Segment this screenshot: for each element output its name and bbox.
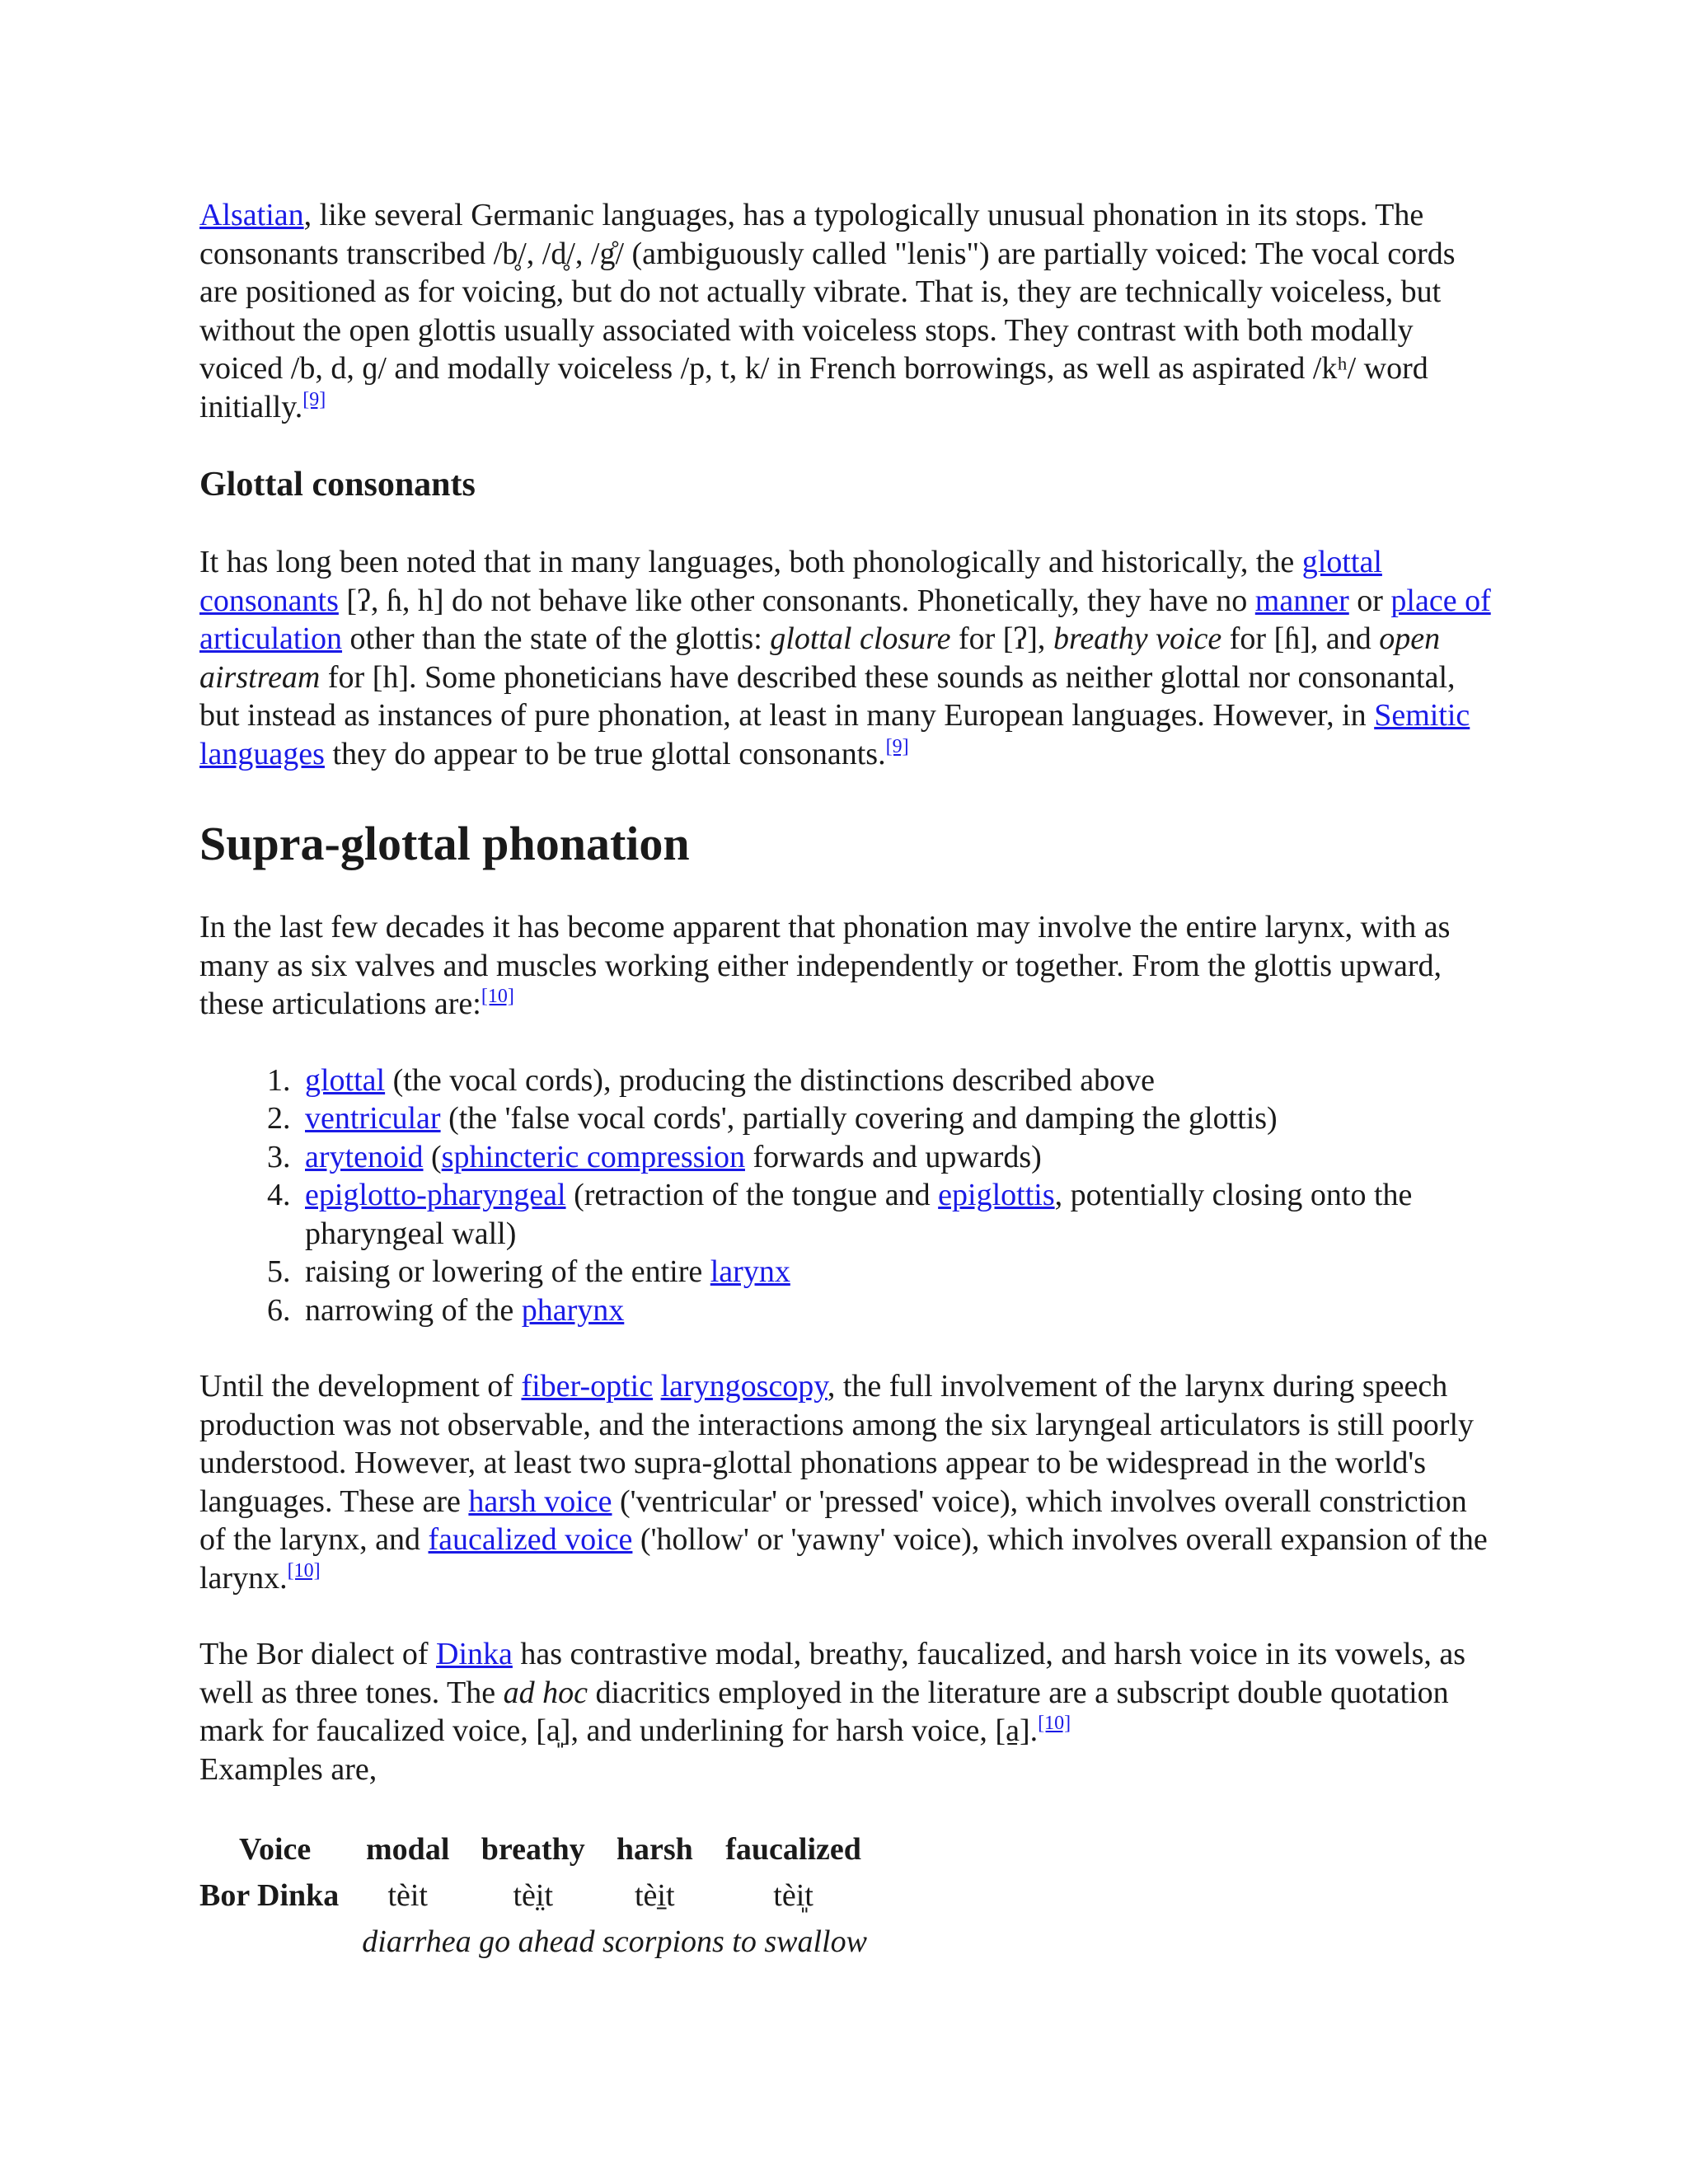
paragraph-glottal-consonants: It has long been noted that in many languages, both phonologically and historically, the glottal consonants [ʔ, ɦ, h] do not behave like other consonants. Phonetically, they have no manner or place of articulation other than the state of the glottis: glottal closure for [ʔ], breathy voice for [ɦ], and open airstream for [h]. Some phoneticians have described these sounds as neither glottal nor consonantal, but instead as instances of pure phonation, at least in many European languages. However, in Semitic languages they do appear to be true glottal consonants.[9] xyxy=(199,545,1491,771)
reference-link[interactable]: [9] xyxy=(885,735,909,757)
table-cell: tèit xyxy=(387,1877,428,1913)
list-item: 3. arytenoid (sphincteric compression forwards and upwards) xyxy=(298,1138,1493,1177)
reference-link[interactable]: [10] xyxy=(481,986,514,1007)
paragraph-laryngoscopy: Until the development of fiber-optic laryngoscopy, the full involvement of the larynx during speech production was not observable, and the interactions among the six laryngeal articulators is still poorly understood. However, at least two supra-glottal phonations appear to be widespread in the world's languages. These are harsh voice ('ventricular' or 'pressed' voice), which involves overall constriction of the larynx, and faucalized voice ('hollow' or 'yawny' voice), which involves overall expansion of the larynx.[10] xyxy=(199,1369,1488,1596)
paragraph-supra-glottal-intro: In the last few decades it has become apparent that phonation may involve the entire larynx, with as many as six valves and muscles working either independently or together. From the glottis upward, these articulations are:[10] xyxy=(199,910,1451,1021)
link-arytenoid[interactable]: arytenoid xyxy=(305,1139,424,1174)
link-epiglottis[interactable]: epiglottis xyxy=(938,1178,1055,1212)
paragraph-text: , like several Germanic languages, has a typologically unusual phonation in its stops. The consonants transcribed /b̥/, /d̥/, /g̊/ (ambiguously called "lenis") are partially voiced: The vocal cords are positioned as for voicing, but do not actually vibrate. That is, they are technically voiceless, but without the open glottis usually associated with voiceless stops. They contrast with both modally voiced /b, d, ɡ/ and modally voiceless /p, t, k/ in French borrowings, as well as aspirated /kʰ/ word initially. xyxy=(199,198,1456,424)
paragraph-bor-dinka: The Bor dialect of Dinka has contrastive modal, breathy, faucalized, and harsh voice in its vowels, as well as three tones. The ad hoc diacritics employed in the literature are a subscript double quotation mark for faucalized voice, [a͈], and underlining for harsh voice, [a̠].[10] Examples are, xyxy=(199,1637,1466,1787)
link-glottal-consonants[interactable]: glottal consonants xyxy=(199,545,1382,618)
link-harsh-voice[interactable]: harsh voice xyxy=(468,1483,612,1519)
link-faucalized-voice[interactable]: faucalized voice xyxy=(428,1522,633,1557)
link-alsatian[interactable]: Alsatian xyxy=(199,198,304,232)
table-header: harsh xyxy=(616,1831,693,1867)
table-header: modal xyxy=(366,1831,450,1867)
reference-link[interactable]: [10] xyxy=(287,1559,321,1582)
link-pharynx[interactable]: pharynx xyxy=(521,1292,625,1328)
link-ventricular[interactable]: ventricular xyxy=(305,1101,441,1136)
list-item: 2. ventricular (the 'false vocal cords', partially covering and damping the glottis) xyxy=(298,1099,1493,1138)
table-gloss: diarrhea go ahead scorpions to swallow xyxy=(362,1924,867,1959)
heading-supra-glottal-phonation: Supra-glottal phonation xyxy=(199,817,690,870)
link-laryngoscopy[interactable]: laryngoscopy xyxy=(660,1369,828,1404)
heading-glottal-consonants: Glottal consonants xyxy=(199,466,476,504)
list-item: 4. epiglotto-pharyngeal (retraction of the tongue and epiglottis, potentially closing onto the pharyngeal wall) xyxy=(298,1176,1493,1253)
link-glottal[interactable]: glottal xyxy=(305,1062,386,1098)
link-semitic-languages[interactable]: Semitic languages xyxy=(199,698,1470,771)
table-header: Voice xyxy=(239,1831,312,1867)
list-item: 5. raising or lowering of the entire larynx xyxy=(298,1253,1493,1291)
reference-link[interactable]: [9] xyxy=(302,388,326,410)
table-row xyxy=(199,1872,879,1919)
document-page xyxy=(199,196,1493,1965)
link-dinka[interactable]: Dinka xyxy=(436,1637,513,1671)
list-item: 6. narrowing of the pharynx xyxy=(298,1291,1493,1330)
table-header-row xyxy=(199,1826,879,1872)
link-larynx[interactable]: larynx xyxy=(710,1254,790,1289)
link-manner[interactable]: manner xyxy=(1254,583,1349,618)
articulations-list xyxy=(199,1062,1493,1330)
link-sphincteric-compression[interactable]: sphincteric compression xyxy=(441,1139,745,1174)
table-cell: tèi͈t xyxy=(773,1877,814,1913)
list-item: 1. glottal (the vocal cords), producing the distinctions described above xyxy=(298,1062,1493,1100)
table-cell: tèi̠t xyxy=(635,1877,675,1913)
reference-link[interactable]: [10] xyxy=(1038,1713,1071,1734)
table-header: breathy xyxy=(481,1831,585,1867)
paragraph-alsatian xyxy=(199,196,1493,426)
table-row-label: Bor Dinka xyxy=(199,1877,340,1913)
link-fiber-optic[interactable]: fiber-optic xyxy=(521,1369,654,1404)
link-epiglotto-pharyngeal[interactable]: epiglotto-pharyngeal xyxy=(305,1178,566,1212)
table-cell: tèi̤t xyxy=(513,1877,554,1913)
examples-table xyxy=(199,1826,879,1965)
link-place-of-articulation[interactable]: place of articulation xyxy=(199,583,1491,656)
table-header: faucalized xyxy=(725,1831,861,1867)
table-row xyxy=(199,1919,879,1965)
